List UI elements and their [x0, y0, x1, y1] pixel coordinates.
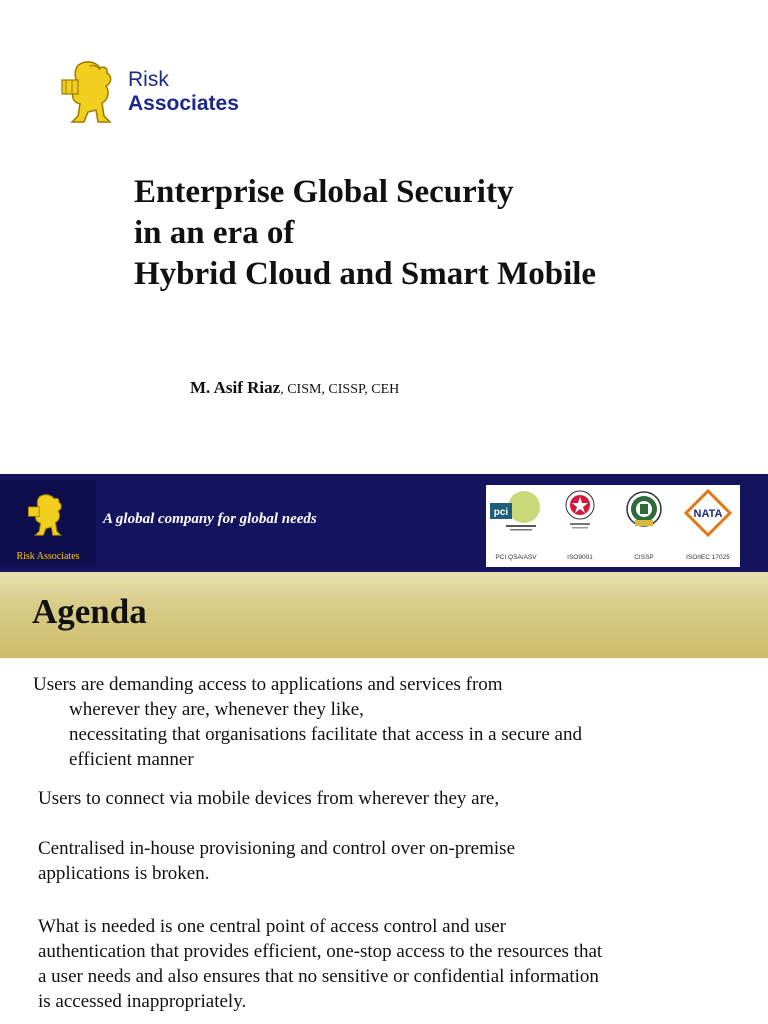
text-line: wherever they are, whenever they like, [69, 699, 364, 720]
title-line: Hybrid Cloud and Smart Mobile [134, 256, 597, 292]
banner-logo-label: Risk Associates [16, 551, 80, 562]
title-line: in an era of [134, 215, 295, 251]
text-line: applications is broken. [38, 863, 210, 884]
cert-iso9001 [550, 485, 610, 567]
paragraph [38, 914, 602, 1014]
cert-label: CISSP [634, 554, 654, 561]
author-credentials: , CISM, CISSP, CEH [280, 382, 400, 397]
cert-nata [678, 485, 738, 567]
iso-9001-icon [550, 485, 610, 545]
logo-line-2: Associates [128, 92, 239, 115]
lion-icon [60, 58, 122, 126]
text-line: authentication that provides efficient, one-stop access to the resources that [38, 941, 603, 962]
text-line: is accessed inappropriately. [38, 991, 247, 1012]
company-banner [0, 474, 768, 572]
text-line: Users are demanding access to applications and services from [33, 674, 503, 695]
cert-label: ISO9001 [567, 554, 593, 561]
cert-pci [486, 485, 546, 567]
agenda-title: Agenda [32, 592, 147, 631]
cert-label: PCI QSA/ASV [495, 554, 537, 561]
certification-logos [486, 485, 740, 567]
agenda-header [0, 572, 768, 658]
cissp-icon [614, 485, 674, 545]
cert-label: ISO/IEC 17025 [686, 554, 730, 561]
tagline: A global company for global needs [103, 511, 317, 527]
lion-icon [26, 492, 70, 538]
title-slide [0, 0, 768, 474]
text-line: efficient manner [69, 749, 194, 770]
text-line: What is needed is one central point of access control and user [38, 916, 506, 937]
slide-title [134, 172, 596, 295]
company-logo [60, 58, 239, 126]
text-line: Centralised in-house provisioning and control over on-premise [38, 838, 516, 859]
text-line: necessitating that organisations facilitate that access in a secure and [69, 724, 582, 745]
agenda-content [0, 658, 768, 1024]
author-name: M. Asif Riaz [190, 378, 281, 397]
banner-logo [0, 480, 96, 566]
paragraph [33, 672, 582, 772]
paragraph [38, 836, 515, 886]
svg-text:pci: pci [493, 507, 509, 518]
title-line: Enterprise Global Security [134, 174, 514, 210]
nata-icon [678, 485, 738, 545]
author-line [190, 378, 399, 398]
logo-line-1: Risk [128, 68, 169, 91]
text-line: a user needs and also ensures that no sensitive or confidential information [38, 966, 599, 987]
svg-text:NATA: NATA [693, 508, 723, 520]
pci-icon [486, 485, 546, 545]
paragraph: Users to connect via mobile devices from wherever they are, [38, 788, 500, 809]
cert-cissp [614, 485, 674, 567]
